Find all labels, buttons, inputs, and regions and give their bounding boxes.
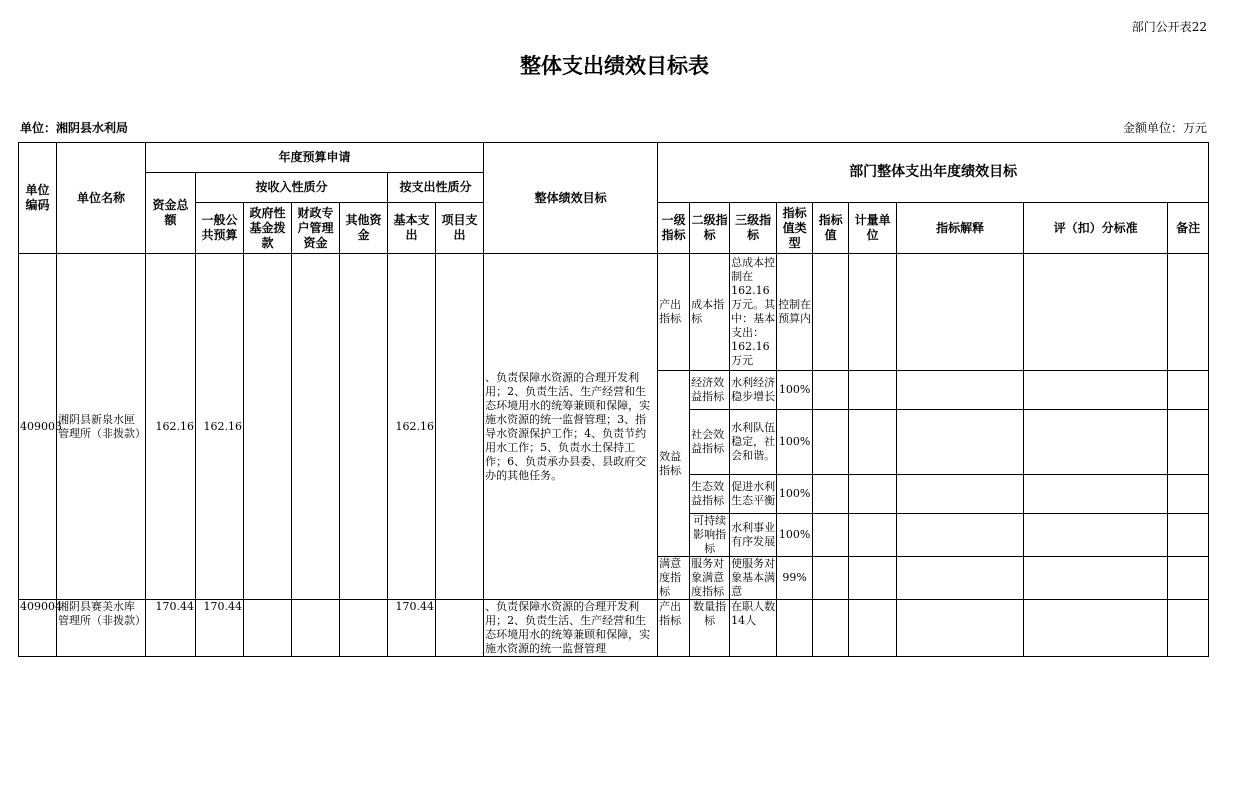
header-score: 评（扣）分标准 [1024, 203, 1168, 254]
page-title: 整体支出绩效目标表 [520, 54, 709, 78]
total-cell: 170.44 [146, 600, 196, 657]
level2-cell: 服务对象满意度指标 [690, 557, 730, 600]
header-by-income: 按收入性质分 [196, 173, 388, 203]
general-cell: 162.16 [196, 254, 244, 600]
value-cell [813, 514, 849, 557]
level1-cell: 效益指标 [658, 371, 690, 557]
level3-cell: 总成本控制在162.16万元。其中：基本支出：162.16万元 [730, 254, 777, 371]
header-value-type: 指标值类型 [777, 203, 813, 254]
value-type-cell: 100% [777, 371, 813, 410]
total-cell: 162.16 [146, 254, 196, 600]
unit-code-cell: 409003 [19, 254, 57, 600]
basic-cell: 162.16 [388, 254, 436, 600]
general-cell: 170.44 [196, 600, 244, 657]
level3-cell: 水利事业有序发展 [730, 514, 777, 557]
header-general: 一般公共预算 [196, 203, 244, 254]
performance-table [18, 142, 1209, 657]
header-explain: 指标解释 [897, 203, 1024, 254]
unit-label: 单位：湘阴县水利局 [20, 121, 129, 135]
header-unit-code: 单位编码 [19, 143, 57, 254]
value-type-cell: 控制在预算内 [777, 254, 813, 371]
value-cell [813, 410, 849, 475]
value-type-cell: 100% [777, 410, 813, 475]
basic-cell: 170.44 [388, 600, 436, 657]
project-cell [436, 254, 484, 600]
header-unit-name: 单位名称 [57, 143, 146, 254]
level3-cell: 水利队伍稳定，社会和谐。 [730, 410, 777, 475]
level3-cell: 促进水利生态平衡 [730, 475, 777, 514]
header-overall-goal: 整体绩效目标 [484, 143, 658, 254]
table-number-label: 部门公开表22 [1131, 20, 1207, 34]
value-type-cell: 100% [777, 475, 813, 514]
level3-cell: 在职人数14人 [730, 600, 777, 657]
level2-cell: 可持续影响指标 [690, 514, 730, 557]
value-cell [813, 254, 849, 371]
unit-code-cell: 409004 [19, 600, 57, 657]
value-cell [813, 371, 849, 410]
level1-cell: 产出指标 [658, 600, 690, 657]
value-type-cell: 99% [777, 557, 813, 600]
level2-cell: 社会效益指标 [690, 410, 730, 475]
value-cell [813, 475, 849, 514]
level2-cell: 经济效益指标 [690, 371, 730, 410]
unit-name-cell: 湘阴县赛美水库管理所（非拨款） [57, 600, 146, 657]
level2-cell: 数量指标 [690, 600, 730, 657]
header-project: 项目支出 [436, 203, 484, 254]
header-special: 财政专户管理资金 [292, 203, 340, 254]
level2-cell: 成本指标 [690, 254, 730, 371]
other-cell [340, 254, 388, 600]
gov-fund-cell [244, 254, 292, 600]
header-basic: 基本支出 [388, 203, 436, 254]
special-cell [292, 254, 340, 600]
header-annual-budget: 年度预算申请 [146, 143, 484, 173]
header-by-expense: 按支出性质分 [388, 173, 484, 203]
table-row [19, 600, 1209, 657]
overall-goal-cell: 、负责保障水资源的合理开发利用；2、负责生活、生产经营和生态环境用水的统筹兼顾和保障，实施水资源的统一监督管理；3、指导水资源保护工作；4、负责节约用水工作；5、负责水土保持工作；6、负责承办县委、县政府交办的其他任务。 [484, 254, 658, 600]
header-level2: 二级指标 [690, 203, 730, 254]
header-gov-fund: 政府性基金拨款 [244, 203, 292, 254]
value-cell [813, 557, 849, 600]
header-note: 备注 [1168, 203, 1209, 254]
value-cell [813, 600, 849, 657]
header-value: 指标值 [813, 203, 849, 254]
overall-goal-cell: 、负责保障水资源的合理开发利用；2、负责生活、生产经营和生态环境用水的统筹兼顾和保障，实施水资源的统一监督管理 [484, 600, 658, 657]
header-dept-goal: 部门整体支出年度绩效目标 [658, 143, 1209, 203]
header-other: 其他资金 [340, 203, 388, 254]
level3-cell: 使服务对象基本满意 [731, 557, 776, 598]
level1-cell: 满意度指标 [658, 557, 690, 600]
header-measure: 计量单位 [849, 203, 897, 254]
value-type-cell [777, 600, 813, 657]
unit-name-cell: 湘阴县新泉水匣管理所（非拨款） [57, 254, 146, 600]
level3-cell: 水利经济稳步增长 [730, 371, 777, 410]
level2-cell: 生态效益指标 [690, 475, 730, 514]
table-row [19, 254, 1209, 371]
header-level1: 一级指标 [658, 203, 690, 254]
header-level3: 三级指标 [730, 203, 777, 254]
money-unit-label: 金额单位：万元 [1122, 121, 1207, 135]
level1-cell: 产出指标 [658, 254, 690, 371]
header-total: 资金总额 [146, 173, 196, 254]
value-type-cell: 100% [777, 514, 813, 557]
